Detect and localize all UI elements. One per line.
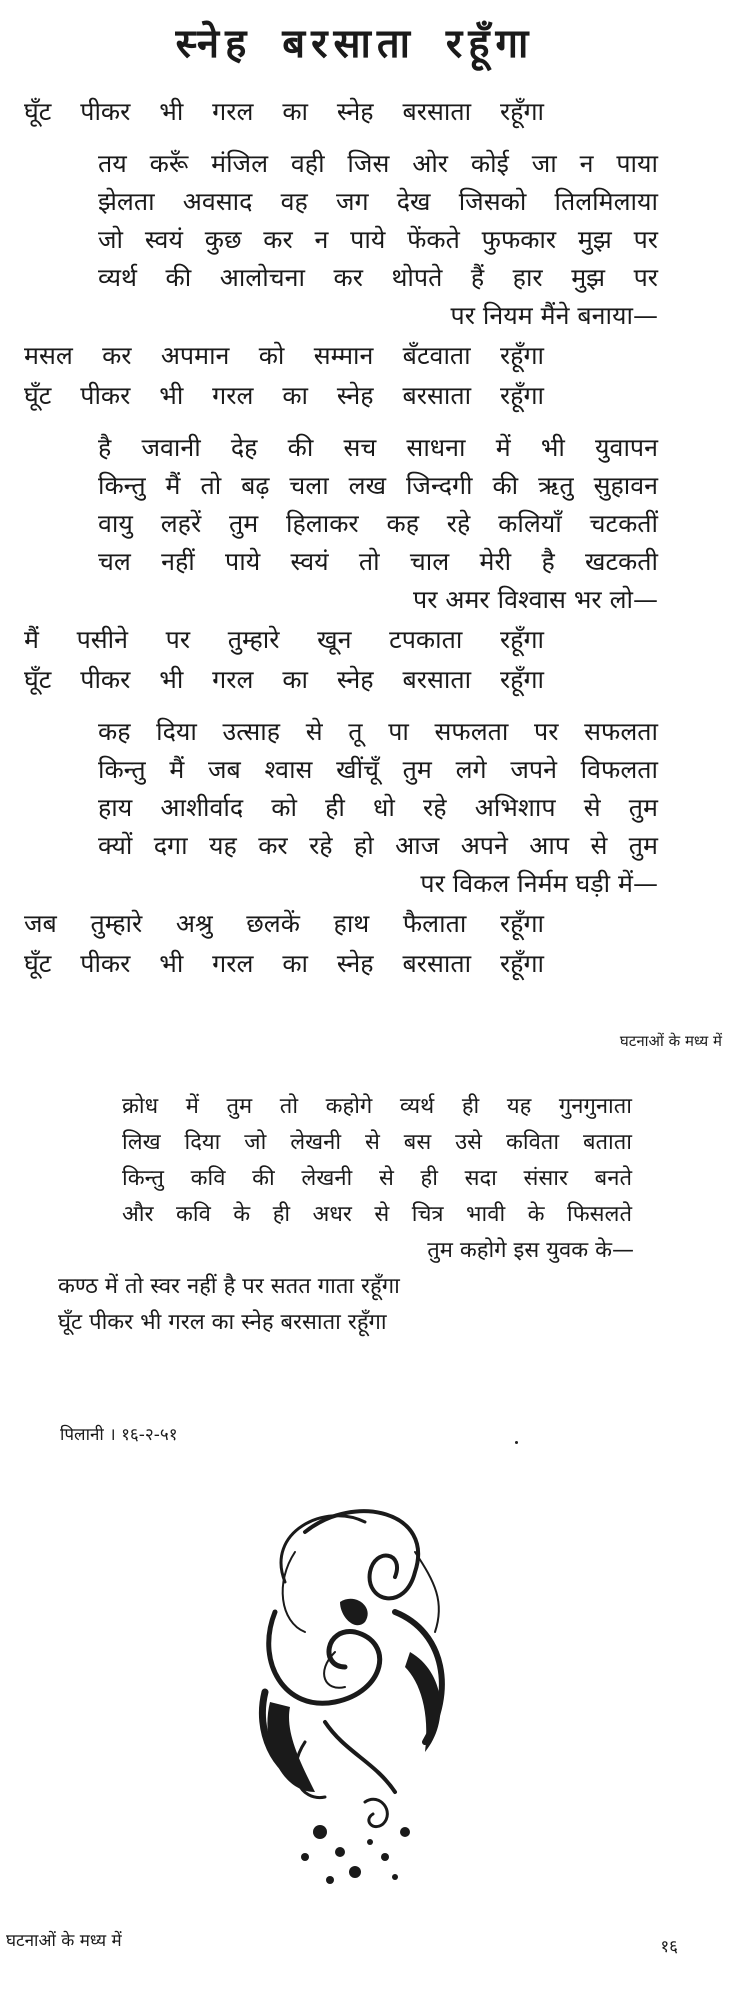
stanza-1-closing: मसल कर अपमान को सम्मान बँटवाता रहूँगा <box>24 341 544 370</box>
opening-refrain: घूँट पीकर भी गरल का स्नेह बरसाता रहूँगा <box>24 97 544 126</box>
stanza-2-transition: पर अमर विश्वास भर लो— <box>413 585 658 614</box>
stanza-2-closing: मैं पसीने पर तुम्हारे खून टपकाता रहूँगा <box>24 625 544 654</box>
final-stanza-line-3: किन्तु कवि की लेखनी से ही सदा संसार बनते <box>122 1166 632 1191</box>
ornament-illustration <box>245 1492 465 1892</box>
stray-mark <box>515 1441 518 1444</box>
stanza-1-line-1: तय करूँ मंजिल वही जिस ओर कोई जा न पाया <box>98 149 658 178</box>
stanza-2-line-2: किन्तु मैं तो बढ़ चला लख जिन्दगी की ऋतु सुहावन <box>98 471 658 500</box>
stanza-3-line-3: हाय आशीर्वाद को ही धो रहे अभिशाप से तुम <box>98 793 658 822</box>
stanza-3-closing: जब तुम्हारे अश्रु छलकें हाथ फैलाता रहूँगा <box>24 909 544 938</box>
stanza-1-refrain: घूँट पीकर भी गरल का स्नेह बरसाता रहूँगा <box>24 381 544 410</box>
footer-book-title: घटनाओं के मध्य में <box>6 1931 122 1951</box>
running-header: घटनाओं के मध्य में <box>619 1032 722 1050</box>
stanza-1-transition: पर नियम मैंने बनाया— <box>450 301 658 330</box>
final-stanza-line-4: और कवि के ही अधर से चित्र भावी के फिसलते <box>122 1202 632 1227</box>
final-stanza-closing: कण्ठ में तो स्वर नहीं है पर सतत गाता रहूँगा <box>58 1274 400 1299</box>
page-number: १६ <box>660 1937 678 1957</box>
stanza-3-transition: पर विकल निर्मम घड़ी में— <box>420 869 658 898</box>
stanza-3-line-4: क्यों दगा यह कर रहे हो आज अपने आप से तुम <box>98 831 658 860</box>
stanza-3-line-2: किन्तु मैं जब श्वास खींचूँ तुम लगे जपने विफलता <box>98 755 658 784</box>
stanza-2-refrain: घूँट पीकर भी गरल का स्नेह बरसाता रहूँगा <box>24 665 544 694</box>
stanza-2-line-1: है जवानी देह की सच साधना में भी युवापन <box>98 433 658 462</box>
stanza-2-line-3: वायु लहरें तुम हिलाकर कह रहे कलियाँ चटकतीं <box>98 509 658 538</box>
stanza-1-line-3: जो स्वयं कुछ कर न पाये फेंकते फुफकार मुझ पर <box>98 225 658 254</box>
place-date: पिलानी । १६-२-५१ <box>60 1425 178 1445</box>
stanza-1-line-2: झेलता अवसाद वह जग देख जिसको तिलमिलाया <box>98 187 658 216</box>
poem-title: स्नेह बरसाता रहूँगा <box>175 21 535 67</box>
final-stanza-line-1: क्रोध में तुम तो कहोगे व्यर्थ ही यह गुनगुनाता <box>122 1094 632 1119</box>
stanza-3-refrain: घूँट पीकर भी गरल का स्नेह बरसाता रहूँगा <box>24 949 544 978</box>
final-stanza-refrain: घूँट पीकर भी गरल का स्नेह बरसाता रहूँगा <box>58 1310 387 1335</box>
final-stanza-line-2: लिख दिया जो लेखनी से बस उसे कविता बताता <box>122 1130 632 1155</box>
final-stanza-transition: तुम कहोगे इस युवक के— <box>427 1238 634 1263</box>
stanza-1-line-4: व्यर्थ की आलोचना कर थोपते हैं हार मुझ पर <box>98 263 658 292</box>
stanza-2-line-4: चल नहीं पाये स्वयं तो चाल मेरी है खटकती <box>98 547 658 576</box>
stanza-3-line-1: कह दिया उत्साह से तू पा सफलता पर सफलता <box>98 717 658 746</box>
